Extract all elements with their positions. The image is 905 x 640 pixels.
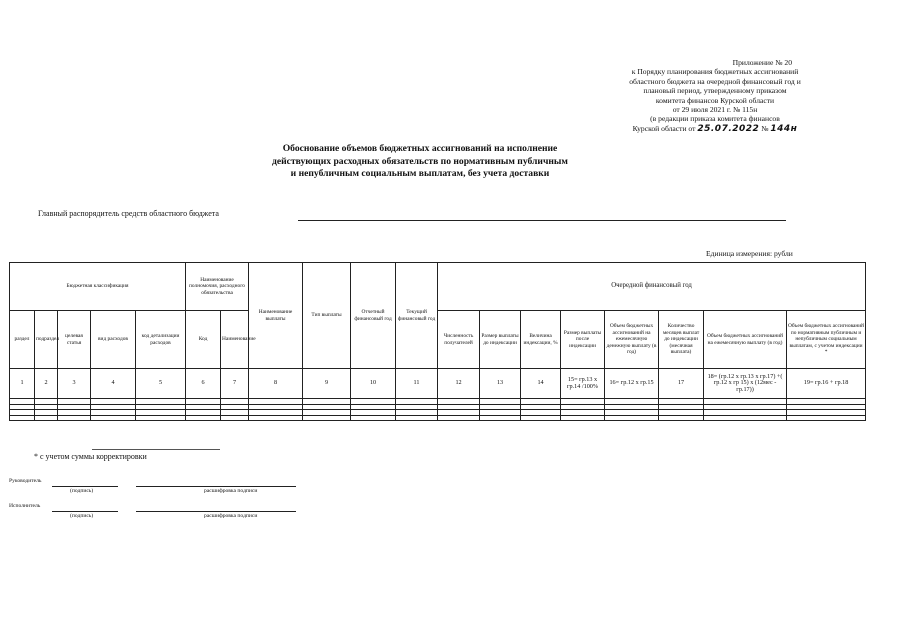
header-name-powers: Наименование полномочия, расходного обязательства	[186, 263, 249, 311]
appendix-line: областного бюджета на очередной финансовый год и	[629, 76, 801, 86]
column-number: 2	[35, 369, 58, 399]
table-row	[10, 415, 866, 421]
footnote: * с учетом суммы корректировки	[34, 452, 147, 461]
footnote-separator	[92, 449, 220, 450]
table-cell[interactable]	[438, 415, 480, 421]
header-current-year: Текущий финансовый год	[396, 263, 438, 369]
table-cell[interactable]	[605, 415, 659, 421]
appendix-line: плановый период, утвержденному приказом	[643, 86, 787, 96]
header-expense-direction: код детализации расходов	[136, 311, 186, 369]
column-number: 1	[10, 369, 35, 399]
header-article: целевая статья	[58, 311, 91, 369]
table-cell[interactable]	[10, 415, 35, 421]
column-numbers-row	[10, 369, 866, 399]
table-cell[interactable]	[787, 415, 866, 421]
appendix-number: Приложение № 20	[732, 58, 792, 67]
handwritten-date: 25.07.2022	[697, 123, 760, 134]
header-payment-type: Тип выплаты	[303, 263, 351, 369]
appendix-line: (в редакции приказа комитета финансов	[650, 114, 780, 124]
header-amount-after: Размер выплаты после индексации	[561, 311, 605, 369]
document-title	[220, 143, 620, 181]
table-cell[interactable]	[480, 415, 521, 421]
table-cell[interactable]	[249, 415, 303, 421]
column-number: 12	[438, 369, 480, 399]
column-formula: 16= гр.12 х гр.15	[605, 369, 659, 399]
appendix-block	[600, 58, 830, 134]
table-cell[interactable]	[221, 415, 249, 421]
header-annual-volume: Объем бюджетных ассигнований на ежемесячную выплату (в год)	[704, 311, 787, 369]
units-label: Единица измерения: рубли	[706, 249, 793, 258]
title-line: и непубличным социальным выплатам, без учета доставки	[290, 168, 550, 179]
column-number: 17	[659, 369, 704, 399]
table-cell[interactable]	[521, 415, 561, 421]
header-indexation: Величина индексации, %	[521, 311, 561, 369]
column-number: 6	[186, 369, 221, 399]
table-cell[interactable]	[35, 415, 58, 421]
number-sign: №	[761, 123, 769, 133]
appendix-line: комитета финансов Курской области	[655, 95, 775, 105]
title-line: действующих расходных обязательств по нормативным публичным	[272, 155, 568, 167]
table-cell[interactable]	[659, 415, 704, 421]
header-budget-classification: Бюджетная классификация	[10, 263, 186, 311]
table-cell[interactable]	[704, 415, 787, 421]
table-cell[interactable]	[396, 415, 438, 421]
table-cell[interactable]	[303, 415, 351, 421]
column-number: 4	[91, 369, 136, 399]
main-distributor-label: Главный распорядитель средств областного бюджета	[38, 209, 219, 218]
column-number: 3	[58, 369, 91, 399]
table-cell[interactable]	[91, 415, 136, 421]
table-cell[interactable]	[136, 415, 186, 421]
header-payment-name: Наименование выплаты	[249, 263, 303, 369]
executor-decode-caption: расшифровка подписи	[204, 513, 258, 519]
table-cell[interactable]	[351, 415, 396, 421]
header-name: Наименование	[221, 311, 249, 369]
executor-decode-field[interactable]	[136, 511, 296, 512]
column-number: 7	[221, 369, 249, 399]
header-total-volume: Объем бюджетных ассигнований по нормативным публичным и непубличным социальным выплатам, с учетом индексации *	[787, 311, 866, 369]
column-formula: 18= (гр.12 х гр.13 х гр.17) +( гр.12 х гр 15) х (12мес - гр.17))	[704, 369, 787, 399]
header-reporting-year: Отчетный финансовый год	[351, 263, 396, 369]
head-signature-field[interactable]	[52, 486, 118, 487]
table-cell[interactable]	[58, 415, 91, 421]
header-subsection: подраздел	[35, 311, 58, 369]
executor-signature-caption: (подпись)	[70, 513, 94, 519]
head-decode-caption: расшифровка подписи	[204, 488, 258, 494]
justification-table	[9, 262, 866, 421]
appendix-line: от 29 июля 2021 г. № 115н	[672, 105, 758, 115]
header-next-year: Очередной финансовый год	[438, 263, 866, 311]
column-number: 11	[396, 369, 438, 399]
column-formula: 19= гр.16 + гр.18	[787, 369, 866, 399]
head-decode-field[interactable]	[136, 486, 296, 487]
header-months: Количество месяцев выплат до индексации (месячная выплата)	[659, 311, 704, 369]
column-formula: 15= гр.13 х гр.14 /100%	[561, 369, 605, 399]
title-line: Обоснование объемов бюджетных ассигнований на исполнение	[282, 143, 558, 154]
header-amount-before: Размер выплаты до индексации	[480, 311, 521, 369]
column-number: 14	[521, 369, 561, 399]
handwritten-number: 144н	[770, 123, 798, 134]
column-number: 9	[303, 369, 351, 399]
column-number: 8	[249, 369, 303, 399]
header-recipients: Численность получателей	[438, 311, 480, 369]
executor-signature-field[interactable]	[52, 511, 118, 512]
head-signature-caption: (подпись)	[70, 488, 94, 494]
appendix-line: Курской области от	[632, 123, 696, 133]
table-cell[interactable]	[186, 415, 221, 421]
appendix-amendment-line	[600, 124, 830, 134]
header-section: раздел	[10, 311, 35, 369]
executor-label: Исполнитель	[9, 503, 41, 509]
table-cell[interactable]	[561, 415, 605, 421]
header-expense-type: вид расходов	[91, 311, 136, 369]
header-monthly-volume: Объем бюджетных ассигнований на ежемесячную денежную выплату (в год)	[605, 311, 659, 369]
header-code: Код	[186, 311, 221, 369]
main-distributor-field[interactable]	[298, 220, 786, 221]
column-number: 5	[136, 369, 186, 399]
column-number: 10	[351, 369, 396, 399]
column-number: 13	[480, 369, 521, 399]
appendix-line: к Порядку планирования бюджетных ассигнований	[631, 67, 799, 77]
head-label: Руководитель	[9, 478, 42, 484]
